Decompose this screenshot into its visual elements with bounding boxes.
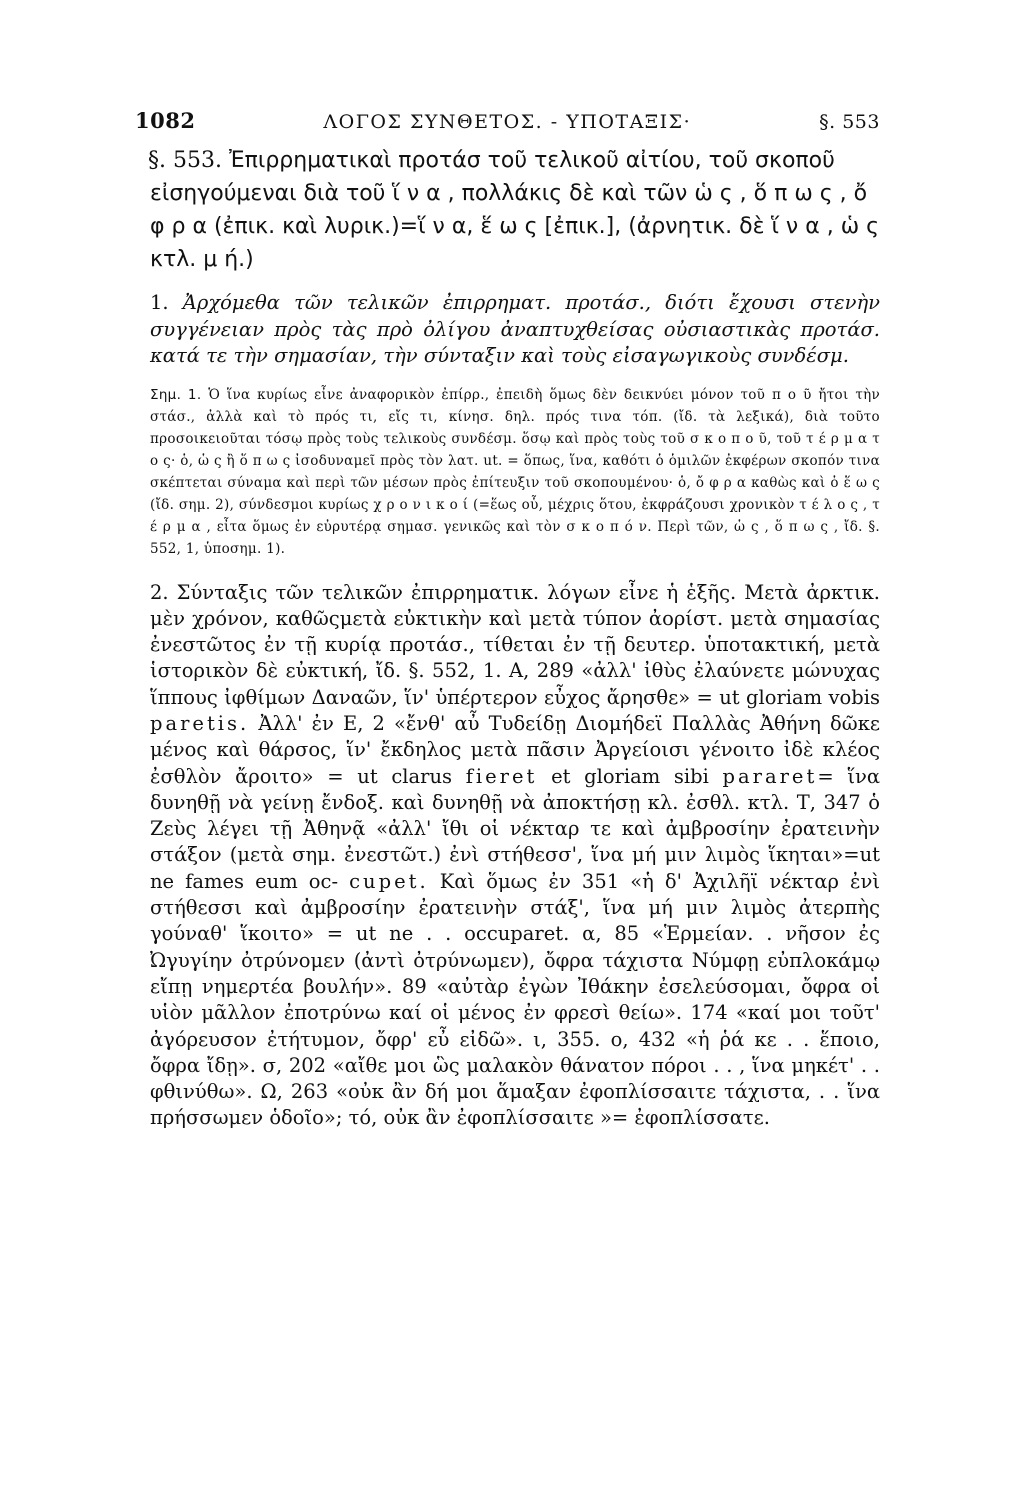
latin-paretis: paretis. <box>150 711 250 735</box>
page <box>135 108 881 1132</box>
running-title: ΛΟΓΟΣ ΣΥΝΘΕΤΟΣ. - ΥΠΟΤΑΞΙΣ· <box>323 111 692 133</box>
note-label: Σημ. 1. <box>150 386 202 403</box>
paragraph-2-text-a: 2. Σύνταξις τῶν τελικῶν ἐπιρρηματικ. λόγων εἶνε ἡ ἑξῆς. Μετὰ ἀρκτικ. μὲν χρόνον, καθῶςμετὰ εὐκτικὴν καὶ μετὰ τύπον ἀορίστ. μετὰ σημασίας ἐνεστῶτος ἐν τῇ κυρίᾳ προτάσ., τίθεται ἐν τῇ δευτερ. ὑποτακτική, μετὰ ἱστορικὸν δὲ εὐκτική, ἴδ. §. 552, 1. Α, 289 «ἀλλ' ἰθὺς ἐλαύνετε μώνυχας ἵππους ἰφθίμων Δαναῶν, ἵν' ὑπέρτερον εὖχος ἄρησθε» = ut gloriam vobis <box>150 580 880 709</box>
page-number: 1082 <box>135 108 196 133</box>
paragraph-2-text-b: Ἀλλ' ἐν Ε, 2 «ἔνθ' αὖ Τυδείδῃ Διομήδεϊ Παλλὰς Ἀθήνη δῶκε μένος καὶ θάρσος, ἵν' ἔκδηλος μετὰ πᾶσιν Ἀργείοισι γένοιτο ἰδὲ κλέος ἐσθλὸν ἄροιτο» = ut clarus <box>150 711 880 788</box>
section-heading-text: Ἐπιρρηματικαὶ προτάσ τοῦ τελικοῦ αἰτίου, τοῦ σκοποῦ εἰσηγούμεναι διὰ τοῦ ἵ ν α , πολλάκις δὲ καὶ τῶν ὡ ς , ὅ π ω ς , ὄ φ ρ α (ἐπικ. καὶ λυρικ.)=ἵ ν α, ἕ ω ς [ἐπικ.], (ἀρνητικ. δὲ ἵ ν α , ὡ ς κτλ. μ ή.) <box>150 148 880 272</box>
latin-fieret: fieret <box>465 764 538 788</box>
latin-pararet: pararet <box>722 764 818 788</box>
note-text: Ὁ ἵνα κυρίως εἶνε ἀναφορικὸν ἐπίρρ., ἐπειδὴ ὅμως δὲν δεικνύει μόνον τοῦ π ο ῦ ἤτοι τὴν στάσ., ἀλλὰ καὶ τὸ πρός τι, εἴς τι, κίνησ. δηλ. πρός τινα τόπ. (ἴδ. τὰ λεξικά), διὰ τοῦτο προσοικειοῦται τόσῳ πρὸς τοὺς τελικοὺς συνδέσμ. ὅσῳ καὶ πρὸς τοὺς τοῦ σ κ ο π ο ῦ, τοῦ τ έ ρ μ α τ ο ς· ὁ, ὡ ς ἢ ὅ π ω ς ἰσοδυναμεῖ πρὸς τὸν λατ. ut. = ὅπως, ἵνα, καθότι ὁ ὁμιλῶν ἐκφέρων σκοπόν τινα σκέπτεται σύναμα καὶ περὶ τῶν μέσων πρὸς ἐπίτευξιν τοῦ σκοπουμένου· ὁ, ὄ φ ρ α καθὼς καὶ ὁ ἕ ω ς (ἴδ. σημ. 2), σύνδεσμοι κυρίως χ ρ ο ν ι κ ο ί (=ἕως οὗ, μέχρις ὅτου, ἐκφράζουσι χρονικὸν τ έ λ ο ς , τ έ ρ μ α , εἶτα ὅμως ἐν εὐρυτέρᾳ σημασ. γενικῶς καὶ τὸν σ κ ο π ό ν. Περὶ τῶν, ὡ ς , ὅ π ω ς , ἴδ. §. 552, 1, ὑποσημ. 1). <box>150 386 880 557</box>
running-head <box>135 108 880 142</box>
paragraph-2 <box>150 580 880 1132</box>
paragraph-1-text: Ἀρχόμεθα τῶν τελικῶν ἐπιρρηματ. προτάσ., διότι ἔχουσι στενὴν συγγένειαν πρὸς τὰς πρὸ ὀλίγου ἀναπτυχθείσας οὐσιαστικὰς προτάσ. κατά τε τὴν σημασίαν, τὴν σύνταξιν καὶ τοὺς εἰσαγωγικοὺς συνδέσμ. <box>150 291 880 367</box>
paragraph-2-text-d: = ἵνα δυνηθῇ νὰ γείνῃ ἔνδοξ. καὶ δυνηθῇ νὰ ἀποκτήσῃ κλ. ἐσθλ. κτλ. Τ, 347 ὁ Ζεὺς λέγει τῇ Ἀθηνᾷ «ἀλλ' ἴθι οἱ νέκταρ τε καὶ ἀμβροσίην ἐρατεινὴν στάξον (μετὰ σημ. ἐνεστῶτ.) ἐνὶ στήθεσσ', ἵνα μή μιν λιμὸς ἵκηται»=ut ne fames eum oc- <box>150 764 880 893</box>
section-heading <box>150 144 880 276</box>
running-section-ref: §. 553 <box>819 111 880 133</box>
paragraph-2-text-c: et gloriam sibi <box>551 764 709 788</box>
section-number: §. 553. <box>148 148 222 173</box>
paragraph-1 <box>150 290 880 370</box>
paragraph-1-number: 1. <box>150 291 183 314</box>
latin-cupet: cupet. <box>349 869 429 893</box>
note-1 <box>150 384 880 560</box>
paragraph-2-text-e: Καὶ ὅμως ἐν 351 «ἡ δ' Ἀχιλῆϊ νέκταρ ἐνὶ στήθεσσι καὶ ἀμβροσίην ἐρατεινὴν στάξ', ἵνα μή μιν λιμὸς ἀτερπὴς γούναθ' ἵκοιτο» = ut ne . . occuparet. α, 85 «Ἑρμείαν. . νῆσον ἐς Ὠγυγίην ὀτρύνομεν (ἀντὶ ὀτρύνωμεν), ὄφρα τάχιστα Νύμφῃ εὐπλοκάμῳ εἴπῃ νημερτέα βουλήν». 89 «αὐτὰρ ἐγὼν Ἰθάκην ἐσελεύσομαι, ὄφρα οἱ υἱὸν μᾶλλον ἐποτρύνω καί οἱ μένος ἐν φρεσὶ θείω». 174 «καί μοι τοῦτ' ἀγόρευσον ἐτήτυμον, ὄφρ' εὖ εἰδῶ». ι, 355. ο, 432 «ἡ ῥά κε . . ἕποιο, ὄφρα ἴδῃ». σ, 202 «αἴθε μοι ὣς μαλακὸν θάνατον πόροι . . , ἵνα μηκέτ' . . φθινύθω». Ω, 263 «οὐκ ἂν δή μοι ἅμαξαν ἐφοπλίσσαιτε τάχιστα, . . ἵνα πρήσσωμεν ὁδοῖο»; τό, οὐκ ἂν ἐφοπλίσσαιτε »= ἐφοπλίσσατε. <box>150 869 881 1130</box>
